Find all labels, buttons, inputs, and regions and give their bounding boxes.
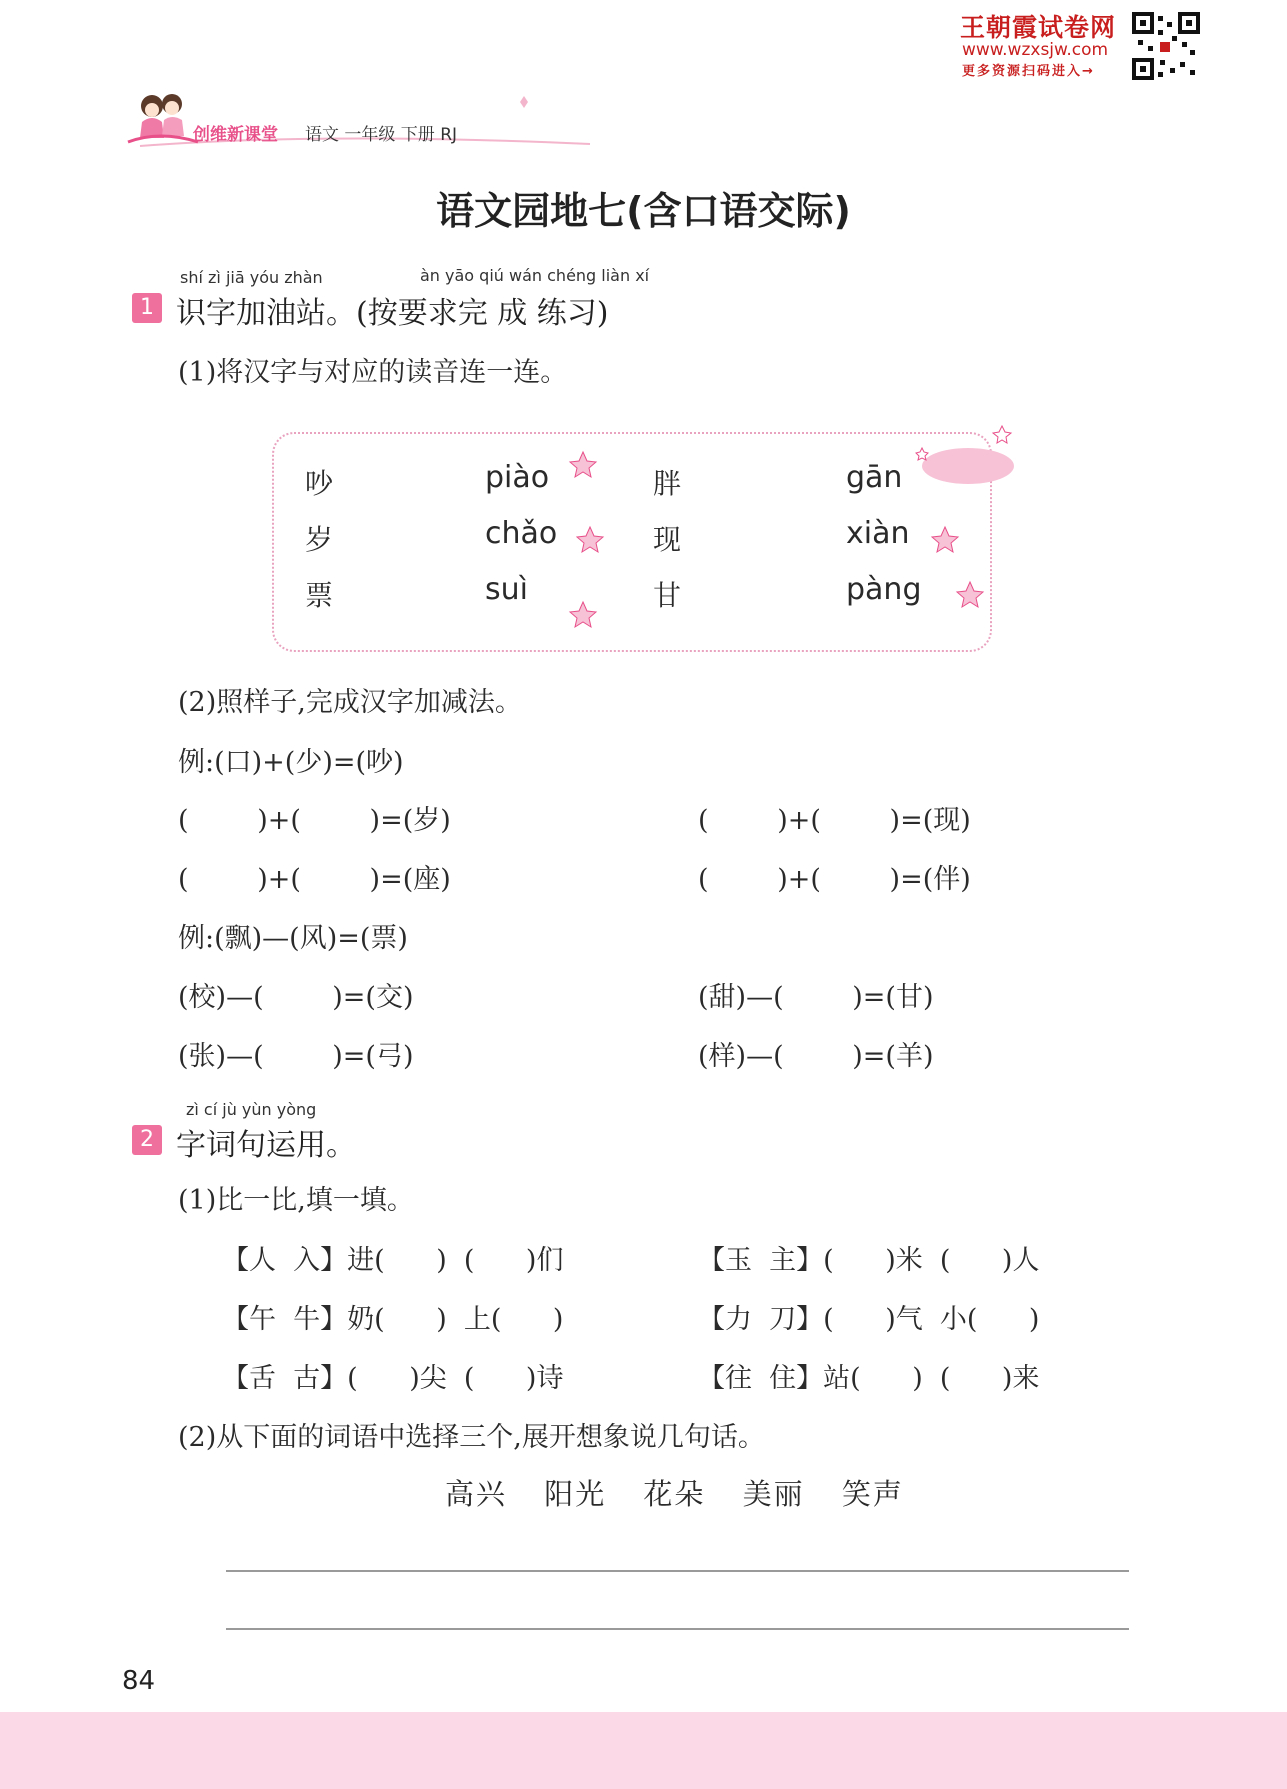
sub-row-2-right: (样)—( )=(羊) [698, 1041, 934, 1072]
page-number: 84 [122, 1666, 156, 1696]
qr-code-icon[interactable] [1132, 12, 1200, 80]
right-char-3: 甘 [653, 579, 682, 612]
question-2-1: (1)比一比,填一填。 [178, 1185, 414, 1216]
left-char-1: 吵 [305, 467, 334, 500]
compare-row-2-left: 【午 牛】奶( ) 上( ) [222, 1304, 564, 1335]
section1-badge: 1 [132, 293, 162, 323]
writing-line[interactable] [226, 1570, 1129, 1572]
right-char-1: 胖 [653, 467, 682, 500]
star-icon [568, 450, 598, 480]
star-icon [955, 580, 985, 610]
add-row-2-right: ( )+( )=(伴) [698, 864, 971, 895]
compare-row-3-left: 【舌 古】( )尖 ( )诗 [222, 1363, 564, 1394]
star-icon [575, 525, 605, 555]
left-pinyin-3: suì [485, 572, 528, 607]
right-pinyin-2: xiàn [846, 516, 910, 551]
example-sub: 例:(飘)—(风)=(票) [178, 923, 408, 954]
section1-pinyin-a: shí zì jiā yóu zhàn [180, 268, 323, 287]
left-char-2: 岁 [305, 523, 334, 556]
add-row-2-left: ( )+( )=(座) [178, 864, 451, 895]
watermark-url: www.wzxsjw.com [962, 40, 1109, 60]
section2-badge: 2 [132, 1125, 162, 1155]
sub-row-1-right: (甜)—( )=(甘) [698, 982, 934, 1013]
moon-icon [908, 418, 1018, 492]
book-info: 语文 一年级 下册 RJ [305, 125, 458, 145]
left-pinyin-2: chǎo [485, 516, 558, 551]
question-1-2: (2)照样子,完成汉字加减法。 [178, 687, 522, 718]
add-row-1-left: ( )+( )=(岁) [178, 805, 451, 836]
left-pinyin-1: piào [485, 460, 550, 495]
right-pinyin-1: gān [846, 460, 903, 495]
compare-row-1-right: 【玉 主】( )米 ( )人 [698, 1245, 1040, 1276]
section2-pinyin: zì cí jù yùn yòng [186, 1100, 317, 1119]
question-2-2: (2)从下面的词语中选择三个,展开想象说几句话。 [178, 1422, 765, 1453]
question-1-1: (1)将汉字与对应的读音连一连。 [178, 357, 568, 388]
watermark-title: 王朝霞试卷网 [960, 13, 1117, 42]
add-row-1-right: ( )+( )=(现) [698, 805, 971, 836]
left-char-3: 票 [305, 579, 334, 612]
sub-row-1-left: (校)—( )=(交) [178, 982, 414, 1013]
section1-heading: 识字加油站。(按要求完 成 练习) [176, 296, 609, 331]
compare-row-2-right: 【力 刀】( )气 小( ) [698, 1304, 1040, 1335]
writing-line[interactable] [226, 1628, 1129, 1630]
compare-row-3-right: 【往 住】站( ) ( )来 [698, 1363, 1040, 1394]
page-title: 语文园地七(含口语交际) [436, 189, 851, 233]
example-add: 例:(口)+(少)=(吵) [178, 747, 404, 778]
right-pinyin-3: pàng [846, 572, 922, 607]
word-choices: 高兴 阳光 花朵 美丽 笑声 [445, 1477, 904, 1511]
watermark-more: 更多资源扫码进入→ [962, 64, 1095, 79]
sub-row-2-left: (张)—( )=(弓) [178, 1041, 414, 1072]
star-icon [568, 600, 598, 630]
brand-label: 创维新课堂 [193, 125, 278, 145]
section1-pinyin-b: àn yāo qiú wán chéng liàn xí [420, 266, 650, 285]
star-icon [930, 525, 960, 555]
compare-row-1-left: 【人 入】进( ) ( )们 [222, 1245, 564, 1276]
footer-band [0, 1712, 1287, 1789]
right-char-2: 现 [653, 523, 682, 556]
section2-heading: 字词句运用。 [176, 1128, 356, 1163]
